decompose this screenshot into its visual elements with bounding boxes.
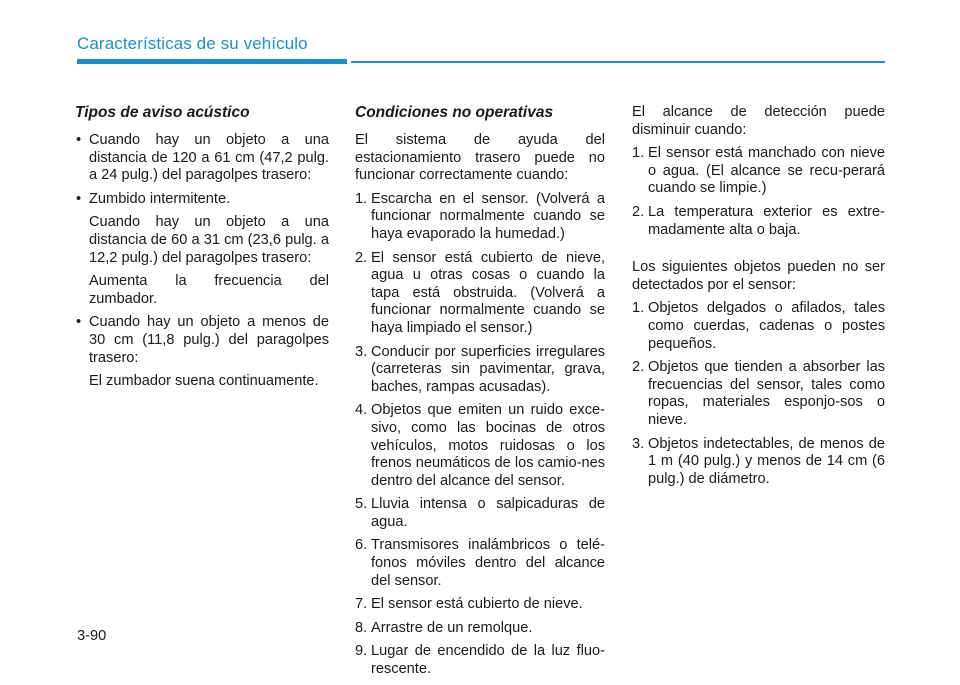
intro-paragraph: El alcance de detección puede disminuir cuando:	[632, 104, 885, 138]
list-text: Lugar de encendido de la luz fluo-rescente.	[371, 643, 605, 678]
list-text: Transmisores inalámbricos o telé-fonos móviles dentro del alcance del sensor.	[371, 537, 605, 589]
list-text: El sensor está manchado con nieve o agua. (El alcance se recu-perará cuando se limpie.)	[648, 145, 885, 197]
column-left	[75, 104, 329, 397]
list-item	[355, 344, 605, 397]
list-text: Escarcha en el sensor. (Volverá a funcionar normalmente cuando se haya evaporado la humedad.)	[371, 190, 605, 242]
list-number: 2.	[632, 203, 645, 220]
list-item	[355, 191, 605, 244]
paragraph: El zumbador suena continuamente.	[89, 373, 319, 390]
section-title: Características de su vehículo	[77, 34, 308, 53]
heading-acoustic-warning: Tipos de aviso acústico	[75, 104, 250, 121]
list-item	[355, 537, 605, 590]
list-number: 3.	[355, 343, 368, 360]
bullet-item	[75, 191, 329, 209]
list-text: Conducir por superficies irregulares (carreteras sin pavimentar, grava, baches, rampas acusadas).	[371, 343, 605, 395]
list-text: Objetos indetectables, de menos de 1 m (40 pulg.) y menos de 14 cm (6 pulg.) de diámetro.	[648, 435, 885, 487]
bullet-icon: •	[76, 314, 82, 331]
bullet-text: Zumbido intermitente.	[89, 190, 231, 207]
list-number: 9.	[355, 643, 368, 660]
header-rule-thick	[77, 59, 347, 64]
header-rule-thin	[351, 61, 885, 63]
heading-non-operative-conditions: Condiciones no operativas	[355, 104, 554, 121]
list-item	[632, 436, 885, 489]
intro-paragraph: Los siguientes objetos pueden no ser detectados por el sensor:	[632, 259, 885, 293]
list-number: 5.	[355, 496, 368, 513]
paragraph: Aumenta la frecuencia del zumbador.	[89, 273, 329, 307]
list-item	[355, 620, 605, 638]
list-item	[632, 300, 885, 353]
list-number: 7.	[355, 596, 368, 613]
list-item	[355, 496, 605, 531]
list-item	[355, 643, 605, 678]
paragraph: Cuando hay un objeto a una distancia de 60 a 31 cm (23,6 pulg. a 12,2 pulg.) del paragolpes trasero:	[89, 214, 329, 266]
list-text: El sensor está cubierto de nieve.	[371, 596, 583, 613]
list-text: Objetos delgados o afilados, tales como cuerdas, cadenas o postes pequeños.	[648, 300, 885, 352]
spacer	[632, 245, 885, 259]
page-number: 3-90	[77, 628, 107, 644]
list-number: 1.	[632, 145, 645, 162]
list-text: Objetos que emiten un ruido exce-sivo, como las bocinas de otros vehículos, motos ruidosas o los frenos neumáticos de los camio-nes dentro del alcance del sensor.	[371, 402, 605, 489]
bullet-text: Cuando hay un objeto a menos de 30 cm (11,8 pulg.) del paragolpes trasero:	[89, 314, 329, 366]
list-text: El sensor está cubierto de nieve, agua u otras cosas o cuando la tapa está obstruida. (Volverá a funcionar normalmente cuando se haya limpiado el sensor.)	[371, 249, 605, 336]
list-number: 8.	[355, 619, 368, 636]
list-number: 2.	[355, 249, 368, 266]
list-item	[632, 145, 885, 198]
intro-paragraph: El sistema de ayuda del estacionamiento trasero puede no funcionar correctamente cuando:	[355, 132, 605, 184]
bullet-item	[75, 132, 329, 185]
list-number: 6.	[355, 537, 368, 554]
list-number: 2.	[632, 359, 645, 376]
list-item	[355, 402, 605, 490]
bullet-icon: •	[76, 190, 82, 207]
list-item	[632, 204, 885, 239]
list-item	[355, 250, 605, 338]
list-text: Arrastre de un remolque.	[371, 619, 533, 636]
list-text: Objetos que tienden a absorber las frecuencias del sensor, tales como ropas, materiales esponjo-sos o nieve.	[648, 359, 885, 428]
list-text: La temperatura exterior es extre-madamente alta o baja.	[648, 203, 885, 238]
list-item	[632, 359, 885, 429]
column-middle	[355, 104, 605, 685]
list-number: 1.	[632, 300, 645, 317]
list-item	[355, 596, 605, 614]
list-number: 3.	[632, 435, 645, 452]
bullet-text: Cuando hay un objeto a una distancia de 120 a 61 cm (47,2 pulg. a 24 pulg.) del paragolpes trasero:	[89, 132, 329, 184]
list-number: 4.	[355, 402, 368, 419]
list-text: Lluvia intensa o salpicaduras de agua.	[371, 496, 605, 530]
list-number: 1.	[355, 190, 368, 207]
bullet-icon: •	[76, 132, 82, 148]
bullet-item	[75, 314, 329, 367]
column-right	[632, 104, 885, 494]
